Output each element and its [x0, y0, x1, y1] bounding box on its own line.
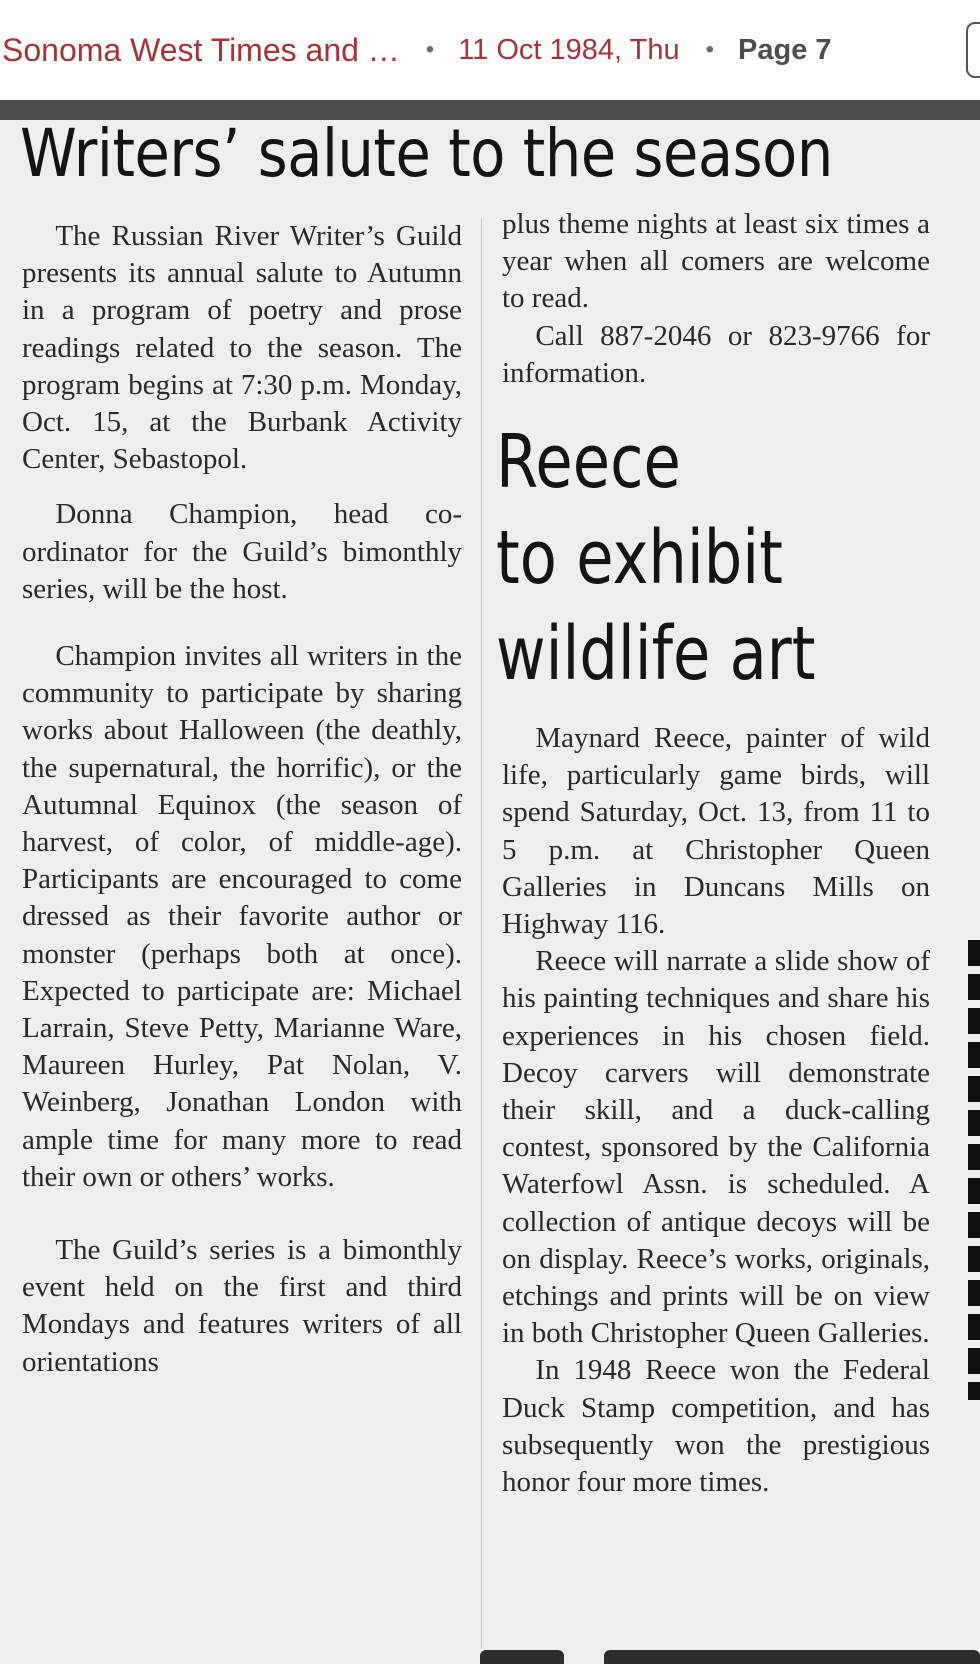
separator-dot: • [705, 36, 715, 63]
article-paragraph: Donna Champion, head coordinator for the Guild’s bimonthly series, will be the host. [22, 498, 462, 605]
article-column-2 [496, 206, 930, 1501]
publication-date[interactable]: 11 Oct 1984, Thu [458, 33, 680, 66]
article-paragraph: In 1948 Reece won the Federal Duck Stamp competition, and has subsequently won the prestigious honor four more times. [502, 1354, 930, 1499]
page-selector-button[interactable] [966, 22, 980, 78]
bottom-tab[interactable] [480, 1650, 564, 1664]
bottom-tab[interactable] [604, 1650, 980, 1664]
article-paragraph: Maynard Reece, painter of wild life, particularly game birds, will spend Saturday, Oct. 13, from 11 to 5 p.m. at Christopher Queen Galleries in Duncans Mills on Highway 116. [502, 722, 930, 941]
viewer-header [0, 0, 980, 100]
article-paragraph: Call 887-2046 or 823-9766 for information. [502, 319, 930, 389]
article-column-1 [22, 218, 462, 1381]
page-number: Page 7 [738, 33, 832, 66]
header-divider [0, 100, 980, 120]
article-paragraph: Champion invites all writers in the community to participate by sharing works about Halloween (the deathly, the supernatural, the horrific), or the Autumnal Equinox (the season of harvest, of color, of middle-age). Participants are encouraged to come dressed as their favorite author or monster (perhaps both at once). Expected to participate are: Michael Larrain, Steve Petty, Marianne Ware, Maureen Hurley, Pat Nolan, V. Weinberg, Jonathan London with ample time for many more to read their own or others’ works. [22, 640, 462, 1193]
article-paragraph: Reece will narrate a slide show of his painting techniques and share his experiences in his chosen field. Decoy carvers will demonstrate their skill, and a duck-calling contest, sponsored by the California Waterfowl Assn. is scheduled. A collection of antique decoys will be on display. Reece’s works, originals, etchings and prints will be on view in both Christopher Queen Galleries. [502, 945, 930, 1350]
headline-line: to exhibit [496, 515, 783, 602]
article-headline-reece [496, 414, 852, 702]
newspaper-clipping [0, 120, 980, 1664]
article-paragraph: plus theme nights at least six times a year when all comers are welcome to read. [502, 208, 930, 315]
article-paragraph: The Russian River Writer’s Guild presents its annual salute to Autumn in a program of poetry and prose readings related to the season. The program begins at 7:30 p.m. Monday, Oct. 15, at the Burbank Activity Center, Sebastopol. [22, 220, 462, 476]
headline-line: Reece [496, 419, 681, 506]
article-paragraph: The Guild’s series is a bimonthly event held on the first and third Mondays and features writers of all orientations [22, 1234, 462, 1378]
column-divider [481, 218, 482, 1648]
separator-dot: • [425, 36, 435, 63]
publication-title[interactable]: Sonoma West Times and … [2, 31, 400, 68]
headline-line: wildlife art [496, 611, 816, 698]
adjacent-column-edge [968, 940, 980, 1400]
article-headline: Writers’ salute to the season [20, 120, 833, 192]
